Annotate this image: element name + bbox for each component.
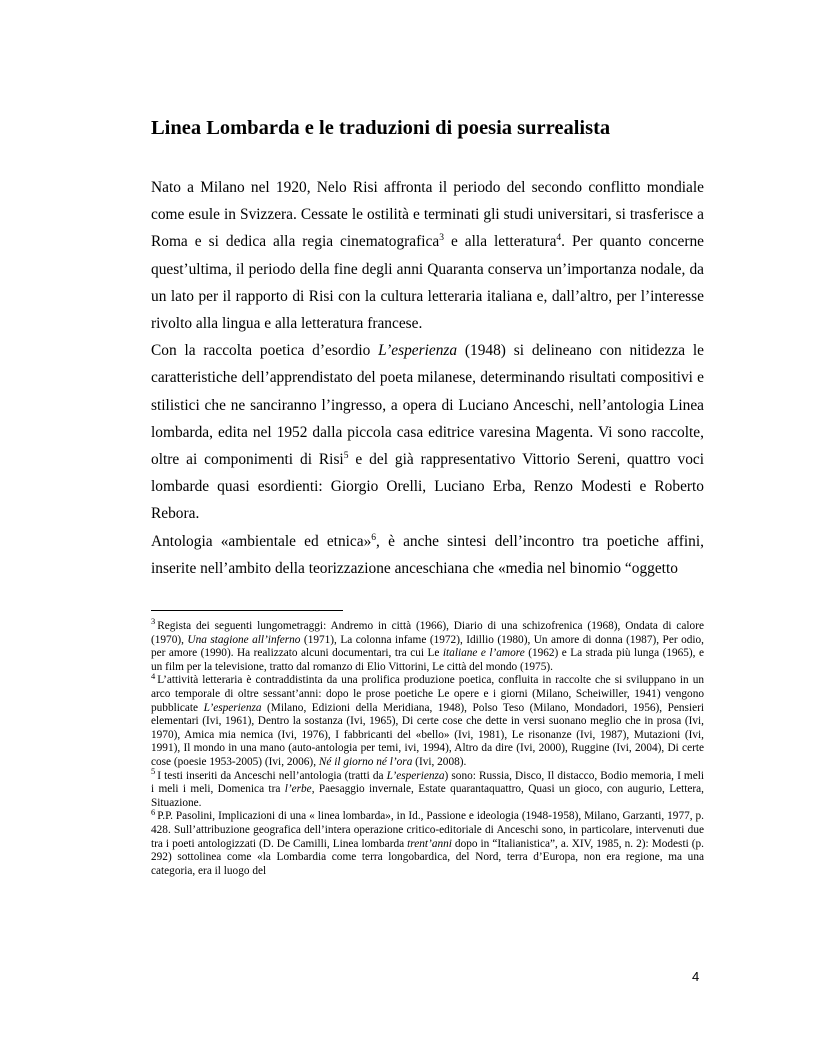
footnote-number: 4 xyxy=(151,670,156,681)
paragraph-2: Con la raccolta poetica d’esordio L’esperienza (1948) si delineano con nitidezza le caratteristiche dell’apprendistato del poeta milanese, determinando risultati compositivi e stilistici che ne sanciranno l’ingresso, a opera di Luciano Anceschi, nell’antologia Linea lombarda, edita nel 1952 dalla piccola casa editrice varesina Magenta. Vi sono raccolte, oltre ai componimenti di Risi$^5$ e del già rappresentativo Vittorio Sereni, quattro voci lombarde quasi esordienti: Giorgio Orelli, Luciano Erba, Renzo Modesti e Roberto Rebora. xyxy=(151,342,704,523)
footnote-5: $^5$ I testi inseriti da Anceschi nell’antologia (tratti da L’esperienza) sono: Russia, Disco, Il distacco, Bodio memoria, I meli i meli i meli, Domenica tra l’erbe, Paesaggio invernale, Estate quarantaquattro, Quasi un gioco, con augurio, Lettera, Situazione. xyxy=(151,765,705,809)
footnote-separator xyxy=(151,610,343,611)
paragraph-3: Antologia «ambientale ed etnica»$^6$, è anche sintesi dell’incontro tra poetiche affini, inserite nell’ambito della teorizzazione anceschiana che «media nel binomio “oggetto xyxy=(151,531,704,577)
footnote-3: $^3$ Regista dei seguenti lungometraggi: Andremo in città (1966), Diario di una schizofrenica (1968), Ondata di calore (1970), Una stagione all’inferno (1971), La colonna infame (1972), Idillio (1980), Un amore di donna (1987), Per odio, per amore (1990). Ha realizzato alcuni documentari, tra cui Le italiane e l’amore (1962) e La strada più lunga (1965), e un film per la televisione, tratto dal romanzo di Elio Vittorini, Le città del mondo (1975). xyxy=(151,616,704,673)
footnote-ref-4[interactable]: 4 xyxy=(556,232,562,244)
body-text xyxy=(151,174,704,582)
paragraph-1: Nato a Milano nel 1920, Nelo Risi affronta il periodo del secondo conflitto mondiale come esule in Svizzera. Cessate le ostilità e terminati gli studi universitari, si trasferisce a Roma e si dedica alla regia cinematografica$^3$ e alla letteratura$^4$. Per quanto concerne quest’ultima, il periodo della fine degli anni Quaranta conserva un’importanza nodale, da un lato per il rapporto di Risi con la cultura letteraria italiana e, dall’altro, per l’interesse rivolto alla lingua e alla letteratura francese. xyxy=(151,179,704,333)
footnote-6: $^6$ P.P. Pasolini, Implicazioni di una « linea lombarda», in Id., Passione e ideologia (1948-1958), Milano, Garzanti, 1977, p. 428. Sull’attribuzione geografica dell’intera operazione critico-editoriale di Anceschi sono, in particolare, intervenuti due tra i poeti antologizzati (D. De Camilli, Linea lombarda trent’anni dopo in “Italianistica”, a. XIV, 1985, n. 2): Modesti (p. 292) sottolinea come «la Lombardia come terra longobardica, del Nord, terra d’Europa, non era regione, ma una categoria, era il luogo del xyxy=(151,806,704,877)
footnote-ref-6[interactable]: 6 xyxy=(371,531,377,543)
footnote-number: 3 xyxy=(151,616,156,627)
footnote-ref-3[interactable]: 3 xyxy=(439,232,444,244)
footnotes xyxy=(151,616,705,878)
footnote-4: $^4$ L’attività letteraria è contraddistinta da una prolifica produzione poetica, confluita in raccolte che si sviluppano in un arco temporale di oltre sessant’anni: dopo le prose poetiche Le opere e i giorni (Milano, Scheiwiller, 1941) vengono pubblicate L’esperienza (Milano, Edizioni della Meridiana, 1948), Polso Teso (Milano, Mondadori, 1956), Pensieri elementari (Ivi, 1961), Dentro la sostanza (Ivi, 1965), Di certe cose che dette in versi suonano meglio che in prosa (Ivi, 1970), Amica mia nemica (Ivi, 1976), I fabbricanti del «bello» (Ivi, 1981), Le risonanze (Ivi, 1987), Mutazioni (Ivi, 1991), Il mondo in una mano (auto-antologia per temi, ivi, 1994), Altro da dire (Ivi, 2000), Ruggine (Ivi, 2004), Di certe cose (poesie 1953-2005) (Ivi, 2006), Né il giorno né l’ora (Ivi, 2008). xyxy=(151,670,704,768)
footnote-ref-5[interactable]: 5 xyxy=(343,449,349,461)
footnote-number: 6 xyxy=(151,806,156,817)
page-number: 4 xyxy=(692,969,700,984)
section-title: Linea Lombarda e le traduzioni di poesia surrealista xyxy=(151,117,611,139)
footnote-number: 5 xyxy=(151,765,156,776)
